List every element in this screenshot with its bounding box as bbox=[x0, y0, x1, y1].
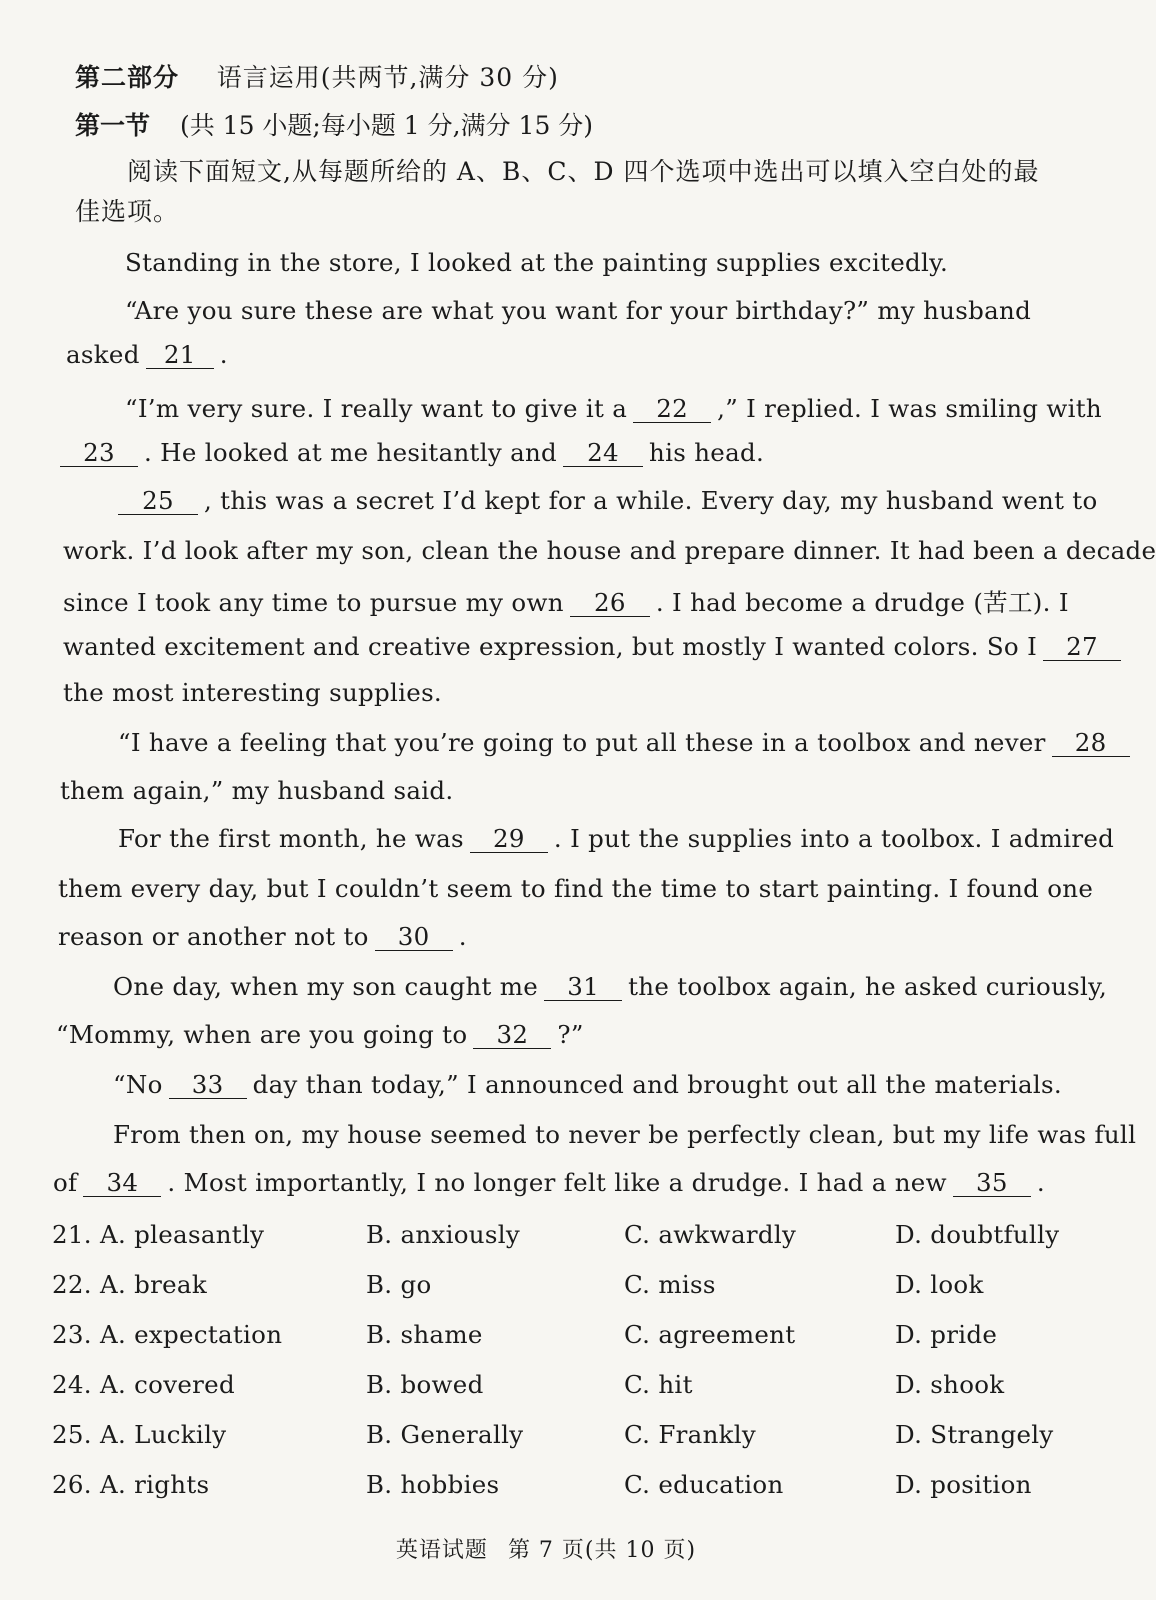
option-c: C. Frankly bbox=[624, 1420, 757, 1449]
option-c: C. education bbox=[624, 1470, 784, 1499]
option-b: B. Generally bbox=[366, 1420, 524, 1449]
blank-34: 34 bbox=[83, 1170, 161, 1197]
option-a: 21. A. pleasantly bbox=[52, 1220, 265, 1249]
blank-26: 26 bbox=[570, 590, 650, 617]
instruction: 阅读下面短文,从每题所给的 A、B、C、D 四个选项中选出可以填入空白处的最佳选项。 bbox=[75, 157, 1040, 226]
blank-25: 25 bbox=[118, 488, 198, 515]
passage-line: “No 33 day than today,” I announced and brought out all the materials. bbox=[113, 1070, 1062, 1099]
option-d: D. pride bbox=[895, 1320, 998, 1349]
passage-line: of 34 . Most importantly, I no longer felt like a drudge. I had a new 35 . bbox=[53, 1168, 1045, 1197]
option-b: B. anxiously bbox=[366, 1220, 520, 1249]
passage-line: the most interesting supplies. bbox=[63, 678, 443, 707]
passage-line: them again,” my husband said. bbox=[60, 776, 454, 805]
option-a: 25. A. Luckily bbox=[52, 1420, 227, 1449]
option-c: C. agreement bbox=[624, 1320, 796, 1349]
blank-24: 24 bbox=[563, 440, 643, 467]
passage-line: “Are you sure these are what you want for your birthday?” my husband bbox=[125, 296, 1032, 325]
option-b: B. go bbox=[366, 1270, 432, 1299]
blank-31: 31 bbox=[544, 974, 622, 1001]
option-b: B. bowed bbox=[366, 1370, 484, 1399]
passage-line: 25 , this was a secret I’d kept for a while. Every day, my husband went to bbox=[118, 486, 1098, 515]
passage-line: Standing in the store, I looked at the painting supplies excitedly. bbox=[125, 248, 949, 277]
passage-line: 23 . He looked at me hesitantly and 24 his head. bbox=[60, 438, 764, 467]
part-subtitle: 语言运用(共两节,满分 30 分) bbox=[216, 63, 559, 92]
passage-line: work. I’d look after my son, clean the house and prepare dinner. It had been a decade bbox=[63, 536, 1156, 565]
passage-line: For the first month, he was 29 . I put the supplies into a toolbox. I admired bbox=[118, 824, 1115, 853]
passage-line: One day, when my son caught me 31 the toolbox again, he asked curiously, bbox=[113, 972, 1108, 1001]
passage-line: them every day, but I couldn’t seem to find the time to start painting. I found one bbox=[58, 874, 1094, 903]
option-a: 23. A. expectation bbox=[52, 1320, 283, 1349]
blank-27: 27 bbox=[1043, 634, 1121, 661]
option-c: C. hit bbox=[624, 1370, 693, 1399]
passage-line: “I’m very sure. I really want to give it a 22 ,” I replied. I was smiling with bbox=[125, 394, 1102, 423]
part-heading bbox=[75, 58, 559, 94]
blank-29: 29 bbox=[470, 826, 548, 853]
passage-line: “Mommy, when are you going to 32 ?” bbox=[56, 1020, 584, 1049]
footer-page-number: 第 7 页(共 10 页) bbox=[507, 1538, 697, 1563]
blank-28: 28 bbox=[1052, 730, 1130, 757]
option-c: C. awkwardly bbox=[624, 1220, 797, 1249]
blank-21: 21 bbox=[146, 342, 214, 369]
passage-line: “I have a feeling that you’re going to put all these in a toolbox and never 28 bbox=[118, 728, 1136, 757]
section-heading bbox=[75, 106, 593, 142]
passage-line: reason or another not to 30 . bbox=[58, 922, 467, 951]
option-c: C. miss bbox=[624, 1270, 716, 1299]
section-title: 第一节 bbox=[75, 111, 151, 140]
passage-line: wanted excitement and creative expression, but mostly I wanted colors. So I 27 bbox=[63, 632, 1127, 661]
part-title: 第二部分 bbox=[75, 63, 180, 92]
option-b: B. shame bbox=[366, 1320, 483, 1349]
option-b: B. hobbies bbox=[366, 1470, 500, 1499]
blank-35: 35 bbox=[953, 1170, 1031, 1197]
passage-line: asked 21 . bbox=[66, 340, 228, 369]
option-d: D. position bbox=[895, 1470, 1032, 1499]
option-a: 26. A. rights bbox=[52, 1470, 210, 1499]
section-subtitle: (共 15 小题;每小题 1 分,满分 15 分) bbox=[179, 111, 594, 140]
option-d: D. shook bbox=[895, 1370, 1005, 1399]
option-a: 24. A. covered bbox=[52, 1370, 235, 1399]
page-footer bbox=[0, 1533, 1092, 1564]
footer-subject: 英语试题 bbox=[395, 1538, 488, 1563]
passage-line: since I took any time to pursue my own 26 . I had become a drudge (苦工). I bbox=[63, 588, 1069, 617]
option-d: D. look bbox=[895, 1270, 984, 1299]
blank-23: 23 bbox=[60, 440, 138, 467]
blank-30: 30 bbox=[375, 924, 453, 951]
blank-33: 33 bbox=[169, 1072, 247, 1099]
option-a: 22. A. break bbox=[52, 1270, 207, 1299]
option-d: D. Strangely bbox=[895, 1420, 1054, 1449]
blank-32: 32 bbox=[473, 1022, 551, 1049]
option-d: D. doubtfully bbox=[895, 1220, 1060, 1249]
blank-22: 22 bbox=[633, 396, 711, 423]
passage-line: From then on, my house seemed to never be perfectly clean, but my life was full bbox=[113, 1120, 1137, 1149]
